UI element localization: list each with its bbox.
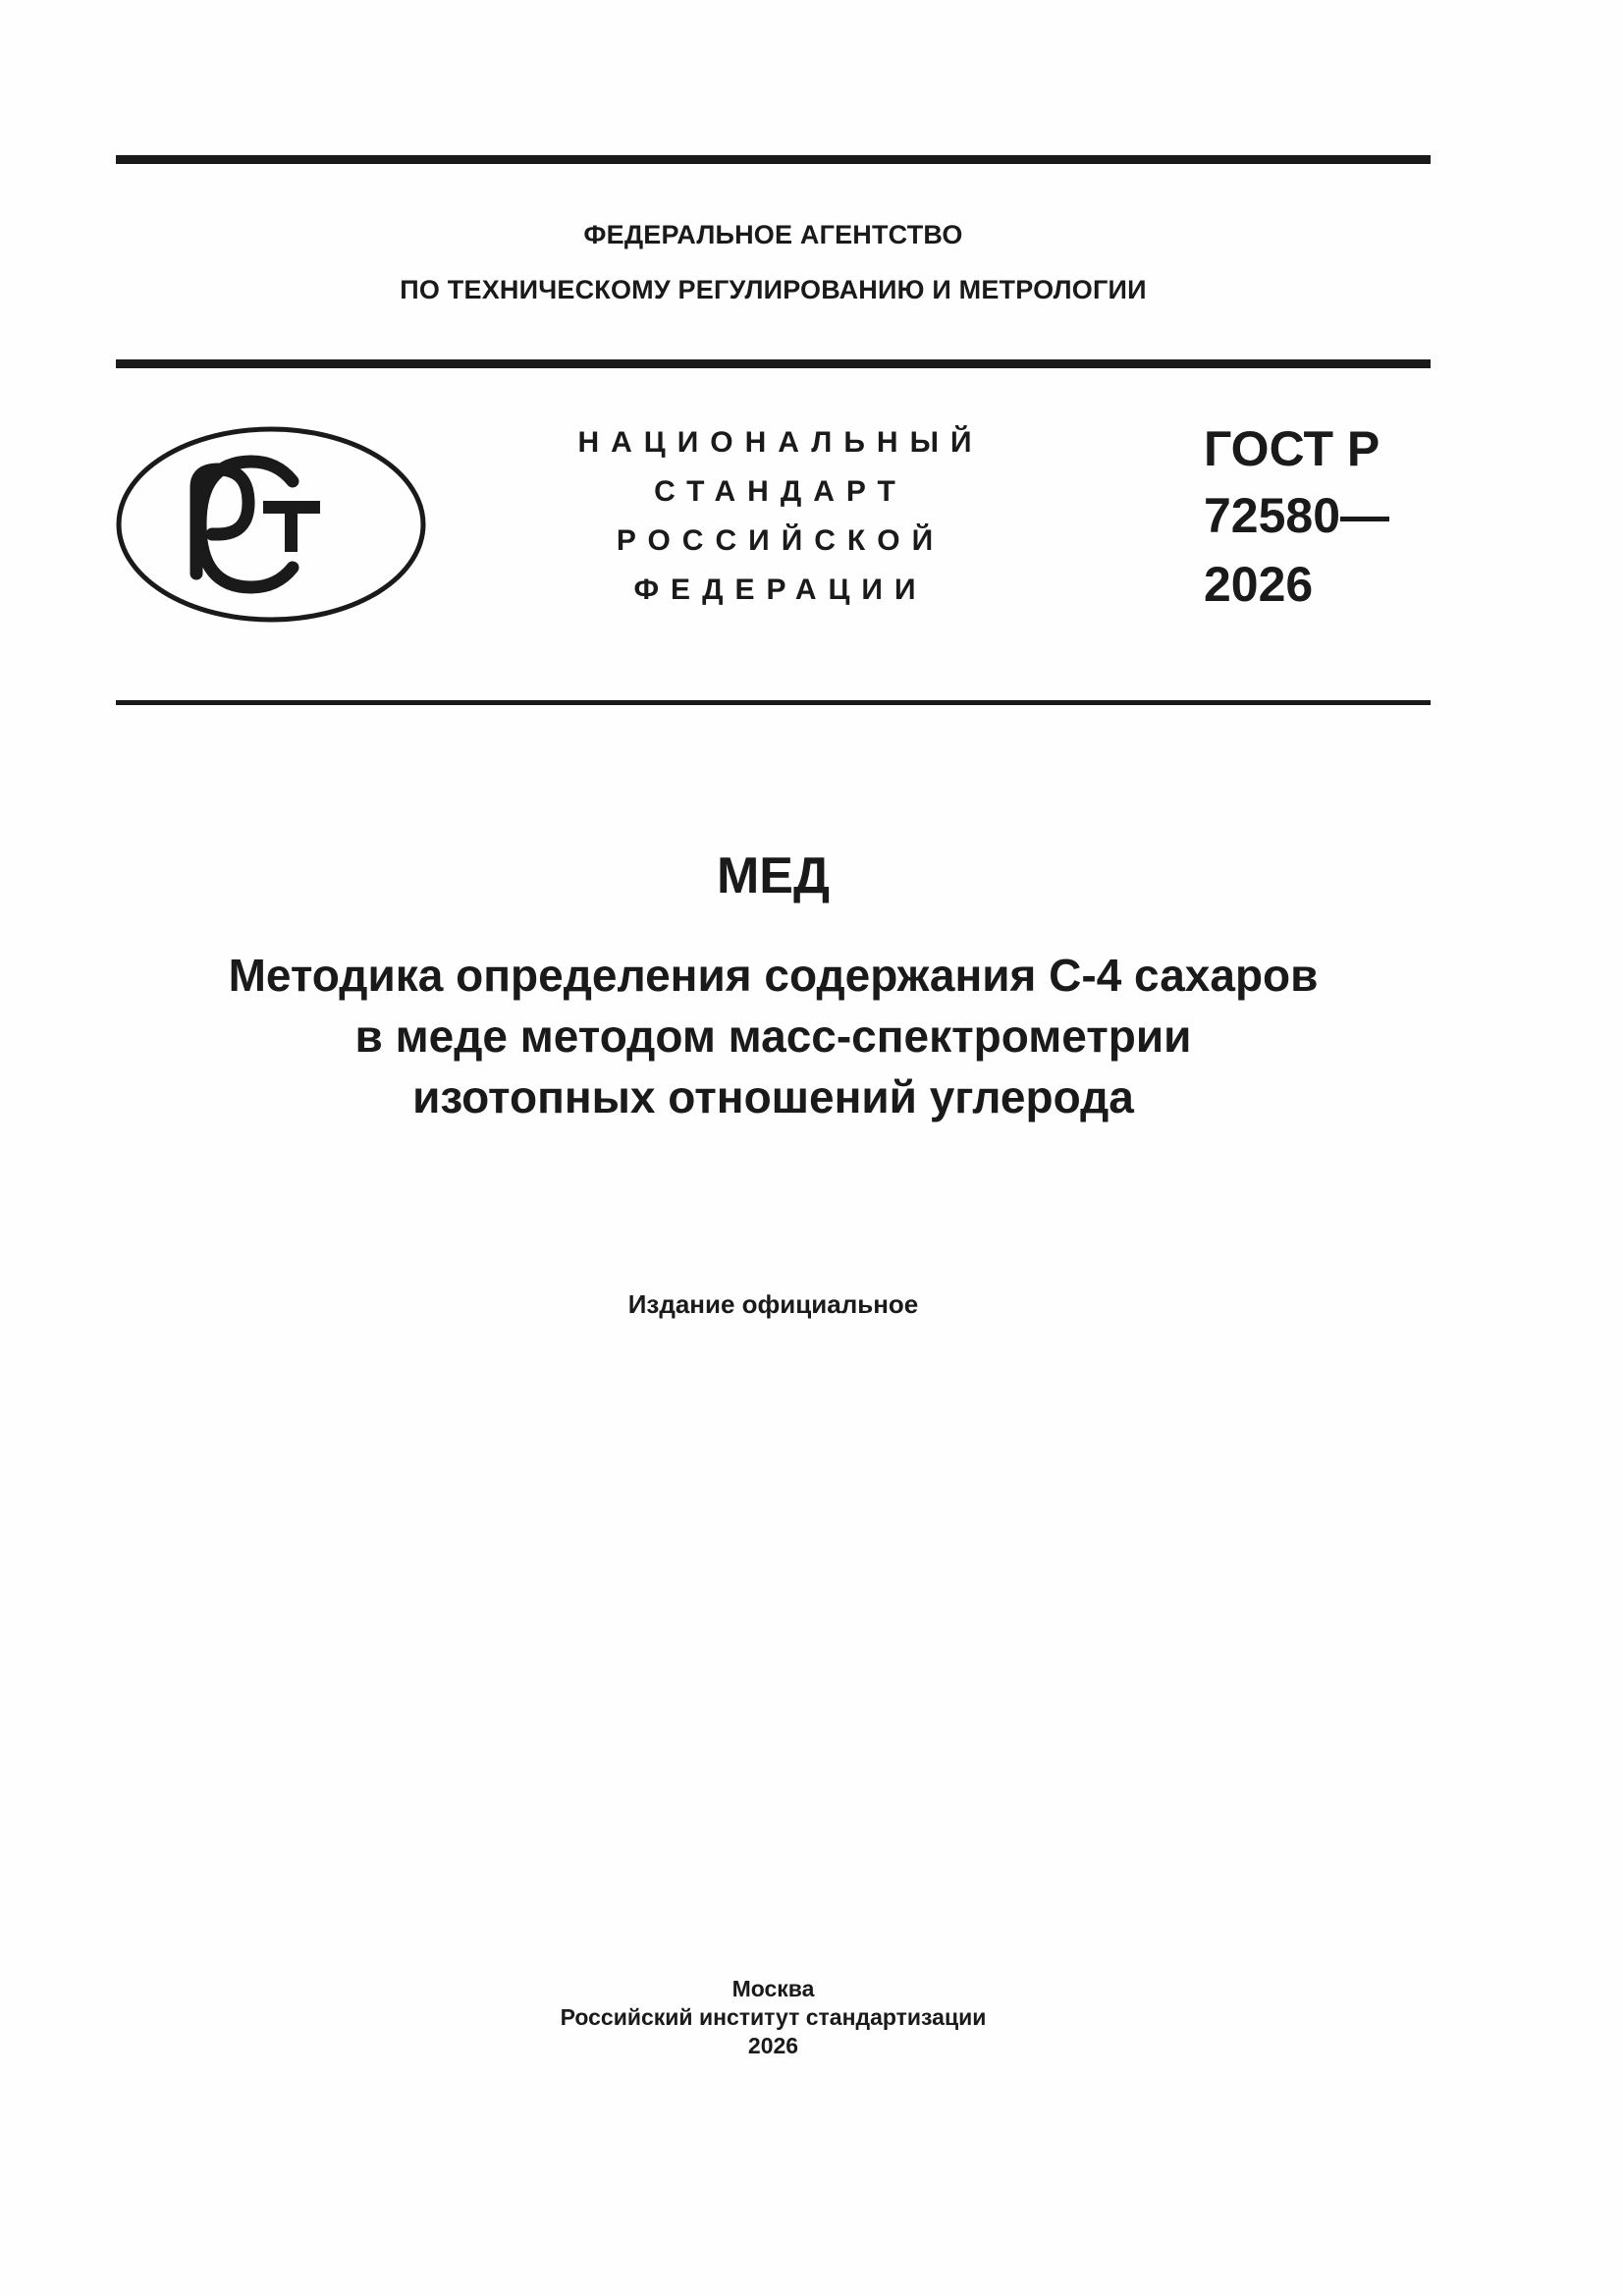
document-subtitle-line-3: изотопных отношений углерода bbox=[412, 1071, 1134, 1122]
document-title: МЕД bbox=[716, 847, 831, 904]
agency-name-line-1: ФЕДЕРАЛЬНОЕ АГЕНТСТВО bbox=[583, 220, 963, 249]
middle-rule bbox=[116, 359, 1431, 368]
standard-type-line-3: РОССИЙСКОЙ bbox=[616, 524, 946, 557]
designation-line-3: 2026 bbox=[1204, 557, 1314, 612]
designation-line-2: 72580— bbox=[1204, 488, 1390, 543]
edition-label: Издание официальное bbox=[627, 1289, 919, 1319]
top-rule bbox=[116, 155, 1431, 164]
standard-type-line-2: СТАНДАРТ bbox=[654, 475, 907, 508]
imprint-year: 2026 bbox=[747, 2033, 799, 2058]
document-subtitle-line-2: в меде методом масс-спектрометрии bbox=[354, 1011, 1192, 1062]
standard-type-line-4: ФЕДЕРАЦИИ bbox=[633, 574, 928, 606]
bottom-rule bbox=[116, 700, 1431, 705]
imprint-publisher: Российский институт стандартизации bbox=[560, 2004, 987, 2030]
rst-certification-mark-icon bbox=[116, 426, 426, 623]
standard-type-line-1: НАЦИОНАЛЬНЫЙ bbox=[577, 426, 984, 459]
imprint-city: Москва bbox=[731, 1976, 815, 2001]
document-subtitle-line-1: Методика определения содержания С-4 сахаров bbox=[228, 950, 1319, 1001]
agency-name-line-2: ПО ТЕХНИЧЕСКОМУ РЕГУЛИРОВАНИЮ И МЕТРОЛОГИИ bbox=[400, 275, 1147, 304]
designation-line-1: ГОСТ Р bbox=[1204, 421, 1380, 476]
